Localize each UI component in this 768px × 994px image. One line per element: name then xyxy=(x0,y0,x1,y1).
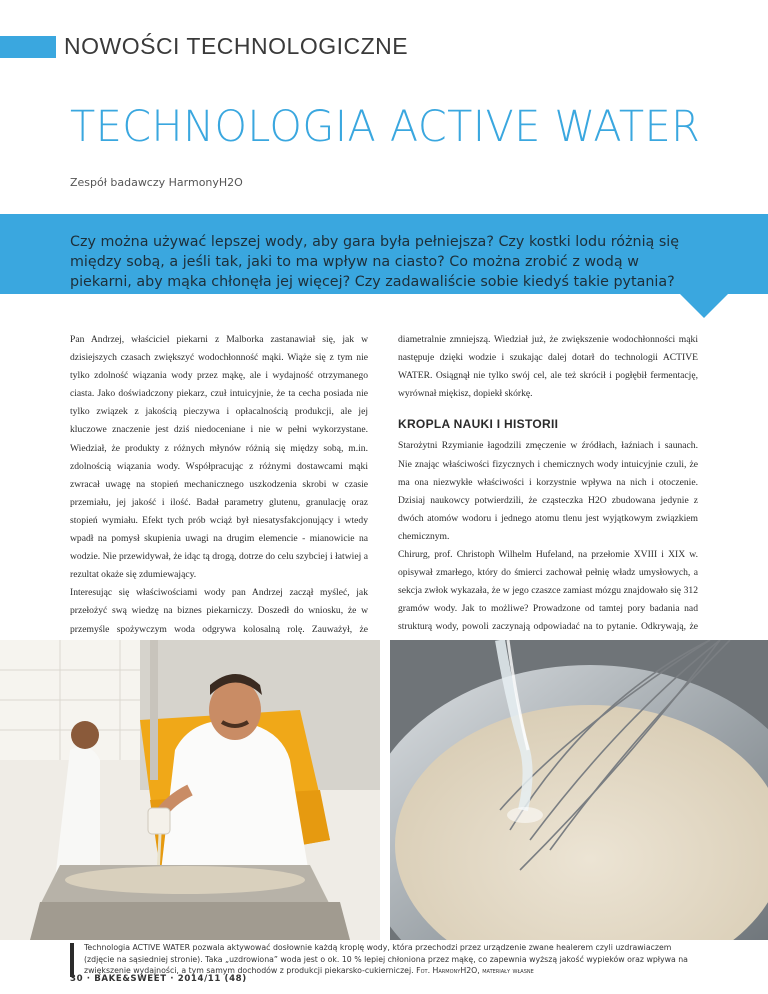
section-accent-bar xyxy=(0,36,56,58)
paragraph: Chirurg, prof. Christoph Wilhelm Hufeland, na przełomie XVIII i XIX w. opisywał zmarłego, który do śmierci zachował pełnię władz umysłowych, a sekcja zwłok wykazała, że w jego czaszce zamiast mózgu znajdowało się 312 gramów wody. Jak to możliwe? Prowadzone od tamtej pory badania nad strukturą wody, powoli zaczynają odpowiadać na to pytanie. Odkrywają, że xyxy=(398,549,698,633)
paragraph: Starożytni Rzymianie łagodzili zmęczenie w źródłach, łaźniach i saunach. Nie znając właściwości fizycznych i chemicznych wody intuicyjnie czuli, że ma ona niezwykłe właściwości i korzystnie wpływa na nich i otoczenie. Dzisiaj naukowcy potwierdzili, że cząsteczka H2O zbudowana jedynie z dwóch atomów wodoru i jednego atomu tlenu jest wyjątkowym związkiem chemicznym. xyxy=(398,440,698,542)
photo-caption xyxy=(84,942,704,977)
article-author: Zespół badawczy HarmonyH2O xyxy=(70,176,243,189)
paragraph: diametralnie zmniejszą. Wiedział już, że zwiększenie wodochłonności mąki następuje dzięki wodzie i szukając dalej dotarł do technologii ACTIVE WATER. Osiągnął nie tylko swój cel, ale też skrócił i pogłębił fermentację, wyrównał miękisz, dopiekł skórkę. xyxy=(398,334,698,400)
paragraph: Interesując się właściwościami wody pan Andrzej zaczął myśleć, jak przełożyć swą wiedzę na biznes piekarniczy. Doszedł do wniosku, że w przemyśle spożywczym woda odgrywa kolosalną rolę. Zauważył, że xyxy=(70,587,368,635)
flour-bowl-photo xyxy=(390,640,768,940)
article-title: TECHNOLOGIA ACTIVE WATER xyxy=(70,102,701,152)
paragraph: Pan Andrzej, właściciel piekarni z Malborka zastanawiał się, jak w dzisiejszych czasach zwiększyć wodochłonność mąki. Wiąże się z tym nie tylko zdolność wiązania wody przez mąkę, ale i wydajność otrzymanego ciasta. Jako doświadczony piekarz, czuł intuicyjnie, że ta cecha posiada nie tylko związek z jakością pieczywa i opłacalnością produkcji, ale jej kluczowe znaczenie jest dziś niedoceniane i nie w pełni wykorzystane. Wiedział, że produkty z różnych młynów różnią się między sobą, m.in. zdolnością wiązania wody. Współpracując z różnymi dostawcami mąki zwracał uwagę na stopień mechanicznego uszkodzenia skrobi w czasie przemiału, jej jakość i ilość. Badał parametry glutenu, granulację oraz stopień wymiału. Efekt tych prób wciąż był niesatysfakcjonujący i wtedy wpadł na pomysł skupienia uwagi na drugim elemencie - mianowicie na wodzie. Nie przewidywał, że idąc tą drogą, dotrze do celu szybciej i łatwiej a rezultat okaże się zdumiewający. xyxy=(70,334,368,581)
baker-photo xyxy=(0,640,380,940)
photo-credit: Fot. HarmonyH2O, materiały własne xyxy=(416,966,534,975)
page-footer: 30 · BAKE&SWEET · 2014/11 (48) xyxy=(70,974,247,984)
lead-text: Czy można używać lepszej wody, aby gara była pełniejsza? Czy kostki lodu różnią się między sobą, a jeśli tak, jaki to ma wpływ na ciasto? Co można zrobić z wodą w piekarni, aby mąka chłonęła jej więcej? Czy zadawaliście sobie kiedyś takie pytania? xyxy=(70,234,680,290)
caption-text: Technologia ACTIVE WATER pozwala aktywować dosłownie każdą kroplę wody, która przechodzi przez urządzenie zwane healerem czyli uzdrawiaczem (zdjęcie na sąsiedniej stronie). Taka „uzdrowiona” woda jest o ok. 10 % lepiej chłoniona przez mąkę, co zapewnia wyższą jakość wypieków oraz wpływa na zwiększenie wydajności, a tym samym dochodów z produkcji piekarsko-cukierniczej. xyxy=(84,943,688,975)
section-title: NOWOŚCI TECHNOLOGICZNE xyxy=(64,33,409,59)
caption-marker xyxy=(70,943,74,977)
section-subheading: KROPLA NAUKI I HISTORII xyxy=(398,417,559,432)
lead-box-pointer xyxy=(680,294,728,318)
